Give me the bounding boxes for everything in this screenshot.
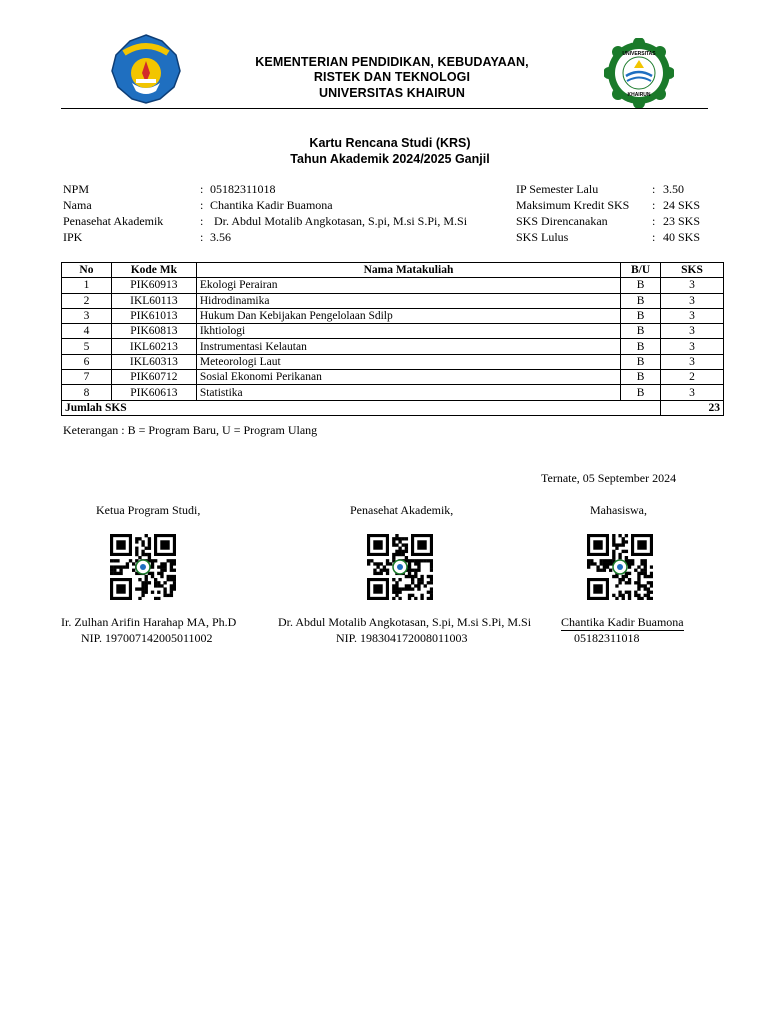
university-name: UNIVERSITAS KHAIRUN [318,86,466,100]
cell-no: 6 [62,354,112,369]
cell-nama: Statistika [196,385,620,400]
info-value-sks-direncanakan: 23 SKS [663,214,701,228]
ministry-name-line2: RISTEK DAN TEKNOLOGI [313,70,471,84]
info-colon: : [200,230,204,244]
cell-kode: PIK60613 [111,385,196,400]
cell-kode: IKL60113 [111,293,196,308]
qr-code-icon [587,534,655,600]
cell-sks: 3 [661,339,724,354]
info-label-maks-sks: Maksimum Kredit SKS [516,198,630,212]
info-label-penasehat: Penasehat Akademik [63,214,164,228]
info-label-nama: Nama [63,198,92,212]
signature-role-mahasiswa: Mahasiswa, [590,503,647,517]
table-total-row [62,400,724,415]
academic-year: Tahun Akademik 2024/2025 Ganjil [290,152,490,166]
cell-no: 4 [62,324,112,339]
cell-bu: B [621,354,661,369]
cell-kode: PIK60712 [111,370,196,385]
signature-name-mahasiswa: Chantika Kadir Buamona [561,615,684,629]
cell-bu: B [621,370,661,385]
legend-note: Keterangan : B = Program Baru, U = Program Ulang [63,423,318,437]
table-row [62,370,724,385]
cell-no: 5 [62,339,112,354]
signature-nim-mahasiswa: 05182311018 [574,631,640,645]
col-header-kode: Kode Mk [111,263,196,278]
cell-no: 7 [62,370,112,385]
cell-bu: B [621,278,661,293]
table-row [62,278,724,293]
cell-bu: B [621,339,661,354]
university-logo [604,38,674,108]
info-value-ipk: 3.56 [210,230,231,244]
info-value-nama: Chantika Kadir Buamona [210,198,333,212]
cell-nama: Ikhtiologi [196,324,620,339]
info-colon: : [652,230,656,244]
cell-kode: PIK61013 [111,308,196,323]
ministry-name-line1: KEMENTERIAN PENDIDIKAN, KEBUDAYAAN, [255,55,529,69]
signature-name-kaprodi: Ir. Zulhan Arifin Harahap MA, Ph.D [61,615,237,629]
course-table [61,262,724,416]
cell-sks: 3 [661,354,724,369]
cell-sks: 2 [661,370,724,385]
cell-nama: Instrumentasi Kelautan [196,339,620,354]
info-colon: : [200,214,204,228]
cell-nama: Hidrodinamika [196,293,620,308]
cell-no: 2 [62,293,112,308]
total-label: Jumlah SKS [62,400,661,415]
col-header-bu: B/U [621,263,661,278]
info-value-npm: 05182311018 [210,182,276,196]
cell-sks: 3 [661,293,724,308]
cell-no: 8 [62,385,112,400]
signature-name-penasehat: Dr. Abdul Motalib Angkotasan, S.pi, M.si S.Pi, M.Si [278,615,532,629]
table-row [62,324,724,339]
cell-kode: IKL60213 [111,339,196,354]
info-value-sks-lulus: 40 SKS [663,230,701,244]
cell-nama: Ekologi Perairan [196,278,620,293]
signature-role-kaprodi: Ketua Program Studi, [96,503,201,517]
signature-role-penasehat: Penasehat Akademik, [350,503,454,517]
signature-nip-kaprodi: NIP. 197007142005011002 [81,631,213,645]
cell-nama: Hukum Dan Kebijakan Pengelolaan Sdilp [196,308,620,323]
cell-sks: 3 [661,308,724,323]
document-title: Kartu Rencana Studi (KRS) [309,136,471,150]
col-header-sks: SKS [661,263,724,278]
table-row [62,354,724,369]
header-divider [61,108,708,109]
cell-bu: B [621,293,661,308]
info-label-sks-direncanakan: SKS Direncanakan [516,214,608,228]
qr-code-icon [367,534,435,600]
cell-no: 1 [62,278,112,293]
table-row [62,293,724,308]
cell-nama: Meteorologi Laut [196,354,620,369]
signature-nip-penasehat: NIP. 198304172008011003 [336,631,468,645]
university-logo-top-text: UNIVERSITAS [622,51,656,57]
info-value-penasehat: Dr. Abdul Motalib Angkotasan, S.pi, M.si S.Pi, M.Si [214,214,468,228]
cell-kode: PIK60813 [111,324,196,339]
table-header-row [62,263,724,278]
table-row [62,385,724,400]
table-row [62,339,724,354]
info-colon: : [652,214,656,228]
info-colon: : [200,182,204,196]
place-date: Ternate, 05 September 2024 [541,471,677,485]
info-colon: : [200,198,204,212]
university-logo-bottom-text: KHAIRUN [627,92,651,98]
info-label-ipk: IPK [63,230,83,244]
cell-nama: Sosial Ekonomi Perikanan [196,370,620,385]
cell-bu: B [621,308,661,323]
cell-kode: PIK60913 [111,278,196,293]
cell-sks: 3 [661,324,724,339]
table-row [62,308,724,323]
cell-bu: B [621,324,661,339]
info-label-ip-semester: IP Semester Lalu [516,182,599,196]
info-value-ip-semester: 3.50 [663,182,684,196]
info-label-npm: NPM [63,182,90,196]
cell-sks: 3 [661,278,724,293]
cell-no: 3 [62,308,112,323]
ministry-logo [110,33,182,105]
cell-bu: B [621,385,661,400]
info-colon: : [652,198,656,212]
col-header-no: No [62,263,112,278]
cell-kode: IKL60313 [111,354,196,369]
info-value-maks-sks: 24 SKS [663,198,701,212]
info-label-sks-lulus: SKS Lulus [516,230,569,244]
info-colon: : [652,182,656,196]
qr-code-icon [110,534,178,600]
cell-sks: 3 [661,385,724,400]
col-header-nama: Nama Matakuliah [196,263,620,278]
total-value: 23 [661,400,724,415]
